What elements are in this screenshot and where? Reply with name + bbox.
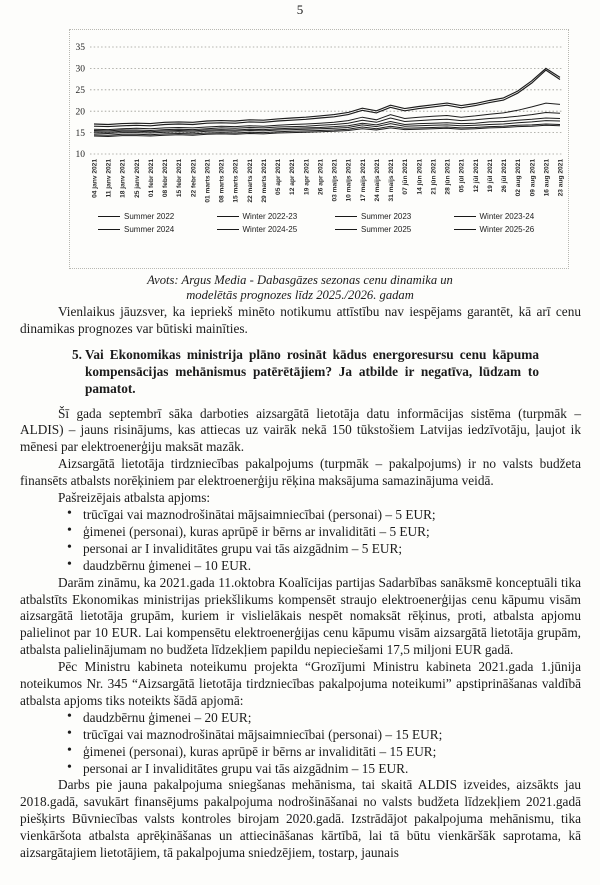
svg-text:17 maijs 2021: 17 maijs 2021 xyxy=(359,159,367,202)
legend-item xyxy=(203,225,318,234)
legend-item xyxy=(321,225,436,234)
svg-text:30: 30 xyxy=(75,64,85,75)
svg-text:15 febr 2021: 15 febr 2021 xyxy=(176,159,184,198)
list-item: • daudzbērnu ģimenei – 20 EUR; xyxy=(65,710,581,727)
question-5-number: 5. xyxy=(72,346,82,362)
svg-text:04 janv 2021: 04 janv 2021 xyxy=(91,159,99,198)
legend-item xyxy=(84,212,199,221)
svg-text:15 marts 2021: 15 marts 2021 xyxy=(232,159,240,203)
svg-text:29 marts 2021: 29 marts 2021 xyxy=(260,159,268,203)
paragraph-coalition: Darām zināmu, ka 2021.gada 11.oktobra Koalīcijas partijas Sadarbības sanāksmē konceptuāli tika atbalstīts Ekonomikas ministrijas priekšlikums kompensēt straujo elektroenerģijas cenu kāpumu visām aizsargātā lietotāja grupām, kuriem ir vislielākais nespēt nomaksāt rēķinus, proti, atbalsta apjomu palielinot par 10 EUR. Lai kompensētu elektroenerģijas cenu kāpumu visām aizsargātā lietotāja grupām, atbalsta palielinājumam no budžeta līdzekļiem papildu nepieciešami 17,5 miljoni EUR gadā. xyxy=(20,574,581,658)
support-list-new xyxy=(20,710,581,778)
svg-text:14 jūn 2021: 14 jūn 2021 xyxy=(416,159,424,195)
legend-label: Winter 2023-24 xyxy=(479,212,535,221)
legend-item xyxy=(440,212,555,221)
svg-text:11 janv 2021: 11 janv 2021 xyxy=(105,159,113,198)
svg-text:20: 20 xyxy=(75,107,85,118)
legend-label: Summer 2024 xyxy=(124,225,175,234)
line-swatch-icon xyxy=(454,216,476,217)
legend-label: Summer 2025 xyxy=(361,225,412,234)
list-item: • trūcīgai vai maznodrošinātai mājsaimniecībai (personai) – 15 EUR; xyxy=(65,727,581,744)
legend-item xyxy=(440,225,555,234)
legend-item xyxy=(84,225,199,234)
paragraph-current-support: Pašreizējais atbalsta apjoms: xyxy=(58,490,211,506)
line-swatch-icon xyxy=(335,229,357,230)
svg-text:26 apr 2021: 26 apr 2021 xyxy=(317,159,325,195)
legend-label: Winter 2022-23 xyxy=(242,212,298,221)
svg-text:01 febr 2021: 01 febr 2021 xyxy=(147,159,155,198)
legend-label: Winter 2025-26 xyxy=(479,225,535,234)
svg-text:09 aug 2021: 09 aug 2021 xyxy=(529,159,537,197)
line-swatch-icon xyxy=(335,216,357,217)
document-body xyxy=(20,304,581,862)
list-item: • personai ar I invaliditātes grupu vai tās aizgādnim – 15 EUR. xyxy=(65,761,581,778)
svg-text:15: 15 xyxy=(75,128,85,139)
line-swatch-icon xyxy=(217,229,239,230)
svg-text:25: 25 xyxy=(75,86,85,96)
support-list-current xyxy=(20,507,581,575)
caption-line-2: modelētās prognozes līdz 2025./2026. gadam xyxy=(186,288,414,302)
list-item: • daudzbērnu ģimenei – 10 EUR. xyxy=(65,558,581,575)
svg-text:02 aug 2021: 02 aug 2021 xyxy=(515,159,523,197)
line-swatch-icon xyxy=(98,216,120,217)
svg-text:21 jūn 2021: 21 jūn 2021 xyxy=(430,159,438,195)
line-chart-plot xyxy=(70,34,566,210)
svg-text:07 jūn 2021: 07 jūn 2021 xyxy=(402,159,410,195)
svg-text:08 marts 2021: 08 marts 2021 xyxy=(218,159,226,203)
list-item: • ģimenei (personai), kuras aprūpē ir bērns ar invaliditāti – 15 EUR; xyxy=(65,744,581,761)
chart-caption xyxy=(60,273,540,303)
svg-text:25 janv 2021: 25 janv 2021 xyxy=(133,159,141,198)
list-item: • personai ar I invaliditātes grupu vai tās aizgādnim – 5 EUR; xyxy=(65,541,581,558)
line-swatch-icon xyxy=(454,229,476,230)
svg-text:24 maijs 2021: 24 maijs 2021 xyxy=(373,159,381,202)
svg-text:22 marts 2021: 22 marts 2021 xyxy=(246,159,254,203)
chart-legend xyxy=(84,212,554,234)
list-item: • trūcīgai vai maznodrošinātai mājsaimniecībai (personai) – 5 EUR; xyxy=(65,507,581,524)
question-5 xyxy=(20,347,581,398)
paragraph-history: Darbs pie jauna pakalpojuma sniegšanas mehānisma, tai skaitā ALDIS izveides, aizsākts jau 2018.gadā, savukārt finansējums pakalpojuma nodrošināšanai no valsts budžeta līdzekļiem 2021.gadā piešķirts Būvniecības valsts kontroles birojam 2020.gadā. Izstrādājot pakalpojuma mehānismu, tika vienkāršota atbalsta aprēķināšanas un attiecināšanas kārtībā, lai tā būtu vienkāršāk saprotama, kā aizsargātajiem lietotājiem, tā pakalpojuma sniedzējiem, tostarp, jaunais xyxy=(20,777,581,861)
paragraph-aldis: Šī gada septembrī sāka darboties aizsargātā lietotāja datu informācijas sistēma (turpmāk – ALDIS) – jauns risinājums, kas attiecas uz vairāk nekā 150 tūkstošiem Latvijas iedzīvotāju, ļaujot ik mēnesi par elektroenerģiju maksāt mazāk. xyxy=(20,405,581,455)
svg-text:05 apr 2021: 05 apr 2021 xyxy=(275,159,283,195)
legend-item xyxy=(203,212,318,221)
svg-text:19 apr 2021: 19 apr 2021 xyxy=(303,159,311,195)
svg-text:10: 10 xyxy=(75,150,85,161)
svg-text:35: 35 xyxy=(75,43,85,54)
svg-text:08 febr 2021: 08 febr 2021 xyxy=(162,159,170,198)
paragraph-disclaimer: Vienlaikus jāuzsver, ka iepriekš minēto notikumu attīstību nav iespējams garantēt, kā arī cenu dinamikas prognozes var būtiski mainīties. xyxy=(20,304,581,336)
legend-label: Winter 2024-25 xyxy=(242,225,298,234)
svg-text:05 jūl 2021: 05 jūl 2021 xyxy=(458,159,466,193)
svg-text:12 apr 2021: 12 apr 2021 xyxy=(289,159,297,195)
list-item: • ģimenei (personai), kuras aprūpē ir bērns ar invaliditāti – 5 EUR; xyxy=(65,524,581,541)
legend-label: Summer 2023 xyxy=(361,212,412,221)
svg-text:31 maijs 2021: 31 maijs 2021 xyxy=(388,159,396,202)
paragraph-regulation: Pēc Ministru kabineta noteikumu projekta “Grozījumi Ministru kabineta 2021.gada 1.jūnija noteikumos Nr. 345 “Aizsargātā lietotāja tirdzniecības pakalpojuma noteikumi” apstiprināšanas valdībā atbalsta apjoms tiks noteikts šādā apjomā: xyxy=(20,659,581,708)
svg-text:28 jūn 2021: 28 jūn 2021 xyxy=(444,159,452,195)
legend-label: Summer 2022 xyxy=(124,212,175,221)
svg-text:18 janv 2021: 18 janv 2021 xyxy=(119,159,127,198)
svg-text:01 marts 2021: 01 marts 2021 xyxy=(204,159,212,203)
svg-text:23 aug 2021: 23 aug 2021 xyxy=(557,159,565,197)
line-swatch-icon xyxy=(98,229,120,230)
svg-text:03 maijs 2021: 03 maijs 2021 xyxy=(331,159,339,202)
svg-text:10 maijs 2021: 10 maijs 2021 xyxy=(345,159,353,202)
svg-text:26 jūl 2021: 26 jūl 2021 xyxy=(501,159,509,193)
line-swatch-icon xyxy=(217,216,239,217)
paragraph-service: Aizsargātā lietotāja tirdzniecības pakalpojums (turpmāk – pakalpojums) ir no valsts budžeta finansēts atbalsts norēķiniem par elektroenerģiju rēķina maksājuma samazinājuma veidā. xyxy=(20,456,581,489)
page-number: 5 xyxy=(296,2,304,17)
svg-text:12 jūl 2021: 12 jūl 2021 xyxy=(472,159,480,193)
svg-text:19 jūl 2021: 19 jūl 2021 xyxy=(486,159,494,193)
gas-price-chart xyxy=(69,29,569,269)
svg-text:22 febr 2021: 22 febr 2021 xyxy=(190,159,198,198)
legend-item xyxy=(321,212,436,221)
question-5-text: Vai Ekonomikas ministrija plāno rosināt kādus energoresursu cenu kāpuma kompensācijas mehānismus patērētājiem? Ja atbilde ir negatīva, lūdzam to pamatot. xyxy=(85,346,539,396)
svg-text:16 aug 2021: 16 aug 2021 xyxy=(543,159,551,197)
caption-line-1: Avots: Argus Media - Dabasgāzes sezonas cenu dinamika un xyxy=(147,273,453,287)
